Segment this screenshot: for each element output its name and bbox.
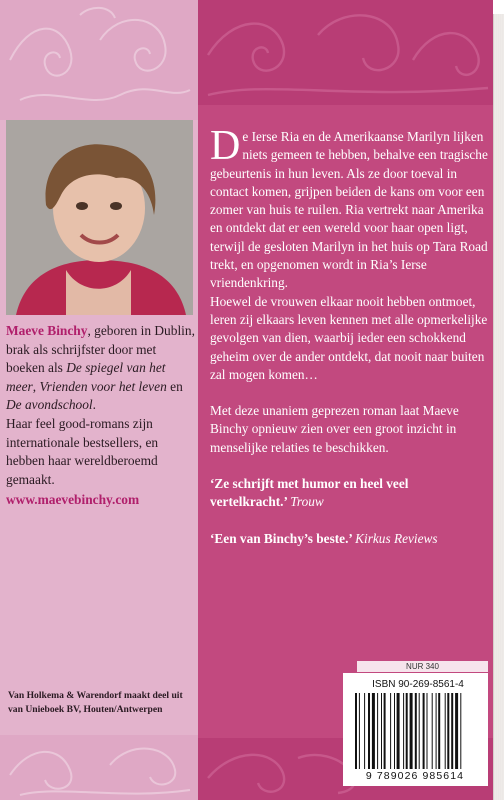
author-name: Maeve Binchy	[6, 323, 88, 338]
blurb-paragraph-1: De Ierse Ria en de Amerikaanse Marilyn lijken niets gemeen te hebben, behalve een tragische gebeurtenis in hun leven. Als ze door toeval in contact komen, grijpen beiden de kans om voor een zomer van huis te ruilen. Ria vertrekt naar Amerika en ontdekt dat er een wereld voor haar open ligt, terwijl de gesloten Marilyn in het huis op Tara Road trekt, en opgenomen wordt in Ria’s Ierse vriendenkring.	[210, 123, 488, 291]
publisher-note: Van Holkema & Warendorf maakt deel uit van Unieboek BV, Houten/Antwerpen	[8, 690, 183, 715]
review-quote-1: ‘Ze schrijft met humor en heel veel vertelkracht.’ Trouw	[210, 476, 409, 510]
left-ornament-band-top	[0, 0, 198, 120]
ean-number: 9 789026 985614	[365, 770, 465, 782]
left-ornament-band-bottom	[0, 735, 198, 800]
blurb-paragraph-2: Hoewel de vrouwen elkaar nooit hebben ontmoet, leren zij elkaars leven kennen met alle opmerkelijke gevolgen van dien, waarbij ieder een schokkend geheim over de ander ontdekt, dat nooit naar buiten zal mogen komen…	[210, 293, 488, 382]
bio-paragraph-1: Maeve Binchy, geboren in Dublin, brak als schrijfster door met boeken als De spiegel van het meer, Vrienden voor het leven en De avondschool.	[6, 323, 195, 413]
author-website-link[interactable]: www.maevebinchy.com	[6, 492, 140, 508]
author-photo	[6, 120, 193, 315]
review-source: Kirkus Reviews	[355, 530, 438, 546]
bio-paragraph-2: Haar feel good-romans zijn internationale bestsellers, en hebben haar wereldberoemd gemaakt.	[6, 415, 159, 487]
blurb-paragraph-3: Met deze unaniem geprezen roman laat Maeve Binchy opnieuw zien over een groot inzicht in menselijke relaties te beschikken.	[210, 403, 459, 455]
back-cover-blurb	[210, 123, 488, 548]
nur-code-label: NUR 340	[357, 661, 488, 672]
book-title: De avondschool	[6, 397, 93, 413]
review-source: Trouw	[290, 494, 324, 510]
page-edge	[493, 14, 504, 800]
isbn-number: ISBN 90-269-8561-4	[372, 679, 464, 690]
barcode-icon	[355, 693, 479, 769]
swirl-ornament-icon	[198, 0, 493, 105]
book-title: Vrienden voor het leven	[39, 378, 167, 394]
book-title: De spiegel van het meer	[6, 360, 166, 394]
swirl-ornament-icon	[0, 735, 198, 800]
author-bio	[6, 322, 196, 510]
barcode-panel	[343, 673, 488, 786]
right-ornament-band-top	[198, 0, 493, 105]
swirl-ornament-icon	[0, 0, 198, 120]
drop-cap: D	[210, 123, 241, 169]
review-quote-2: ‘Een van Binchy’s beste.’ Kirkus Reviews	[210, 530, 438, 546]
